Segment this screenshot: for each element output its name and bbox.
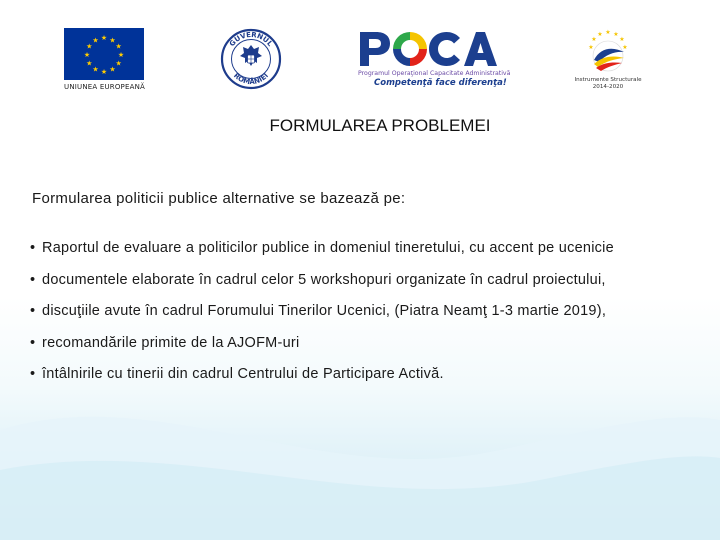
eu-logo: [64, 28, 146, 94]
bullet-icon: •: [30, 240, 36, 256]
svg-text:★: ★: [100, 68, 108, 76]
svg-text:★: ★: [115, 42, 122, 51]
bullet-icon: •: [30, 334, 36, 351]
poca-logo: [356, 28, 511, 92]
bullet-list: [30, 240, 700, 398]
bullet-icon: •: [30, 366, 36, 382]
page-title: FORMULAREA PROBLEMEI: [269, 116, 491, 135]
structural-instruments-text: Instrumente Structurale: [574, 77, 642, 83]
bullet-icon: •: [30, 271, 36, 288]
list-item-text: recomandările primite de la AJOFM-uri: [42, 334, 300, 351]
government-logo: [220, 28, 282, 90]
poca-slogan: Competenţă face diferenţa!: [374, 78, 507, 88]
svg-text:★: ★: [605, 29, 611, 36]
structural-instruments-period: 2014-2020: [592, 84, 624, 90]
svg-text:★: ★: [86, 59, 93, 68]
structural-instruments-emblem-icon: [572, 26, 644, 76]
list-item: [30, 240, 700, 272]
government-crest-icon: [220, 28, 282, 90]
bullet-icon: •: [30, 303, 36, 319]
svg-text:★: ★: [100, 34, 108, 42]
intro-text: Formularea politicii publice alternative se bazează pe:: [32, 190, 406, 207]
poca-program-text: Programul Operaţional Capacitate Administrativă: [358, 70, 511, 77]
svg-text:★: ★: [117, 51, 125, 59]
svg-text:★: ★: [613, 31, 619, 38]
eu-flag-icon: [64, 28, 144, 80]
list-item-text: discuţiile avute în cadrul Forumului Tinerilor Ucenici, (Piatra Neamţ 1-3 martie 2019),: [42, 303, 607, 319]
list-item: [30, 272, 700, 304]
logo-bar: [0, 0, 720, 110]
svg-text:★: ★: [83, 51, 91, 59]
structural-instruments-logo: [572, 26, 644, 96]
svg-text:★: ★: [622, 44, 628, 51]
list-item: [30, 335, 700, 367]
svg-text:★: ★: [591, 36, 597, 43]
svg-text:★: ★: [92, 36, 99, 45]
svg-text:★: ★: [619, 36, 625, 43]
svg-text:★: ★: [109, 65, 116, 74]
eu-caption: UNIUNEA EUROPEANĂ: [64, 83, 145, 91]
list-item-text: Raportul de evaluare a politicilor publice in domeniul tineretului, cu accent pe ucenicie: [42, 240, 614, 256]
svg-text:★: ★: [86, 42, 93, 51]
svg-text:★: ★: [115, 59, 122, 68]
svg-text:★: ★: [597, 31, 603, 38]
svg-text:★: ★: [92, 65, 99, 74]
svg-text:★: ★: [588, 44, 594, 51]
svg-text:★: ★: [109, 36, 116, 45]
list-item-text: documentele elaborate în cadrul celor 5 workshopuri organizate în cadrul proiectului,: [42, 271, 606, 288]
list-item-text: întâlnirile cu tinerii din cadrul Centrului de Participare Activă.: [42, 366, 444, 382]
poca-wordmark-icon: [356, 28, 506, 70]
list-item: [30, 303, 700, 335]
government-top-text: GUVERNUL: [227, 30, 275, 49]
list-item: [30, 366, 700, 398]
government-bottom-text: ROMÂNIEI: [232, 71, 271, 87]
